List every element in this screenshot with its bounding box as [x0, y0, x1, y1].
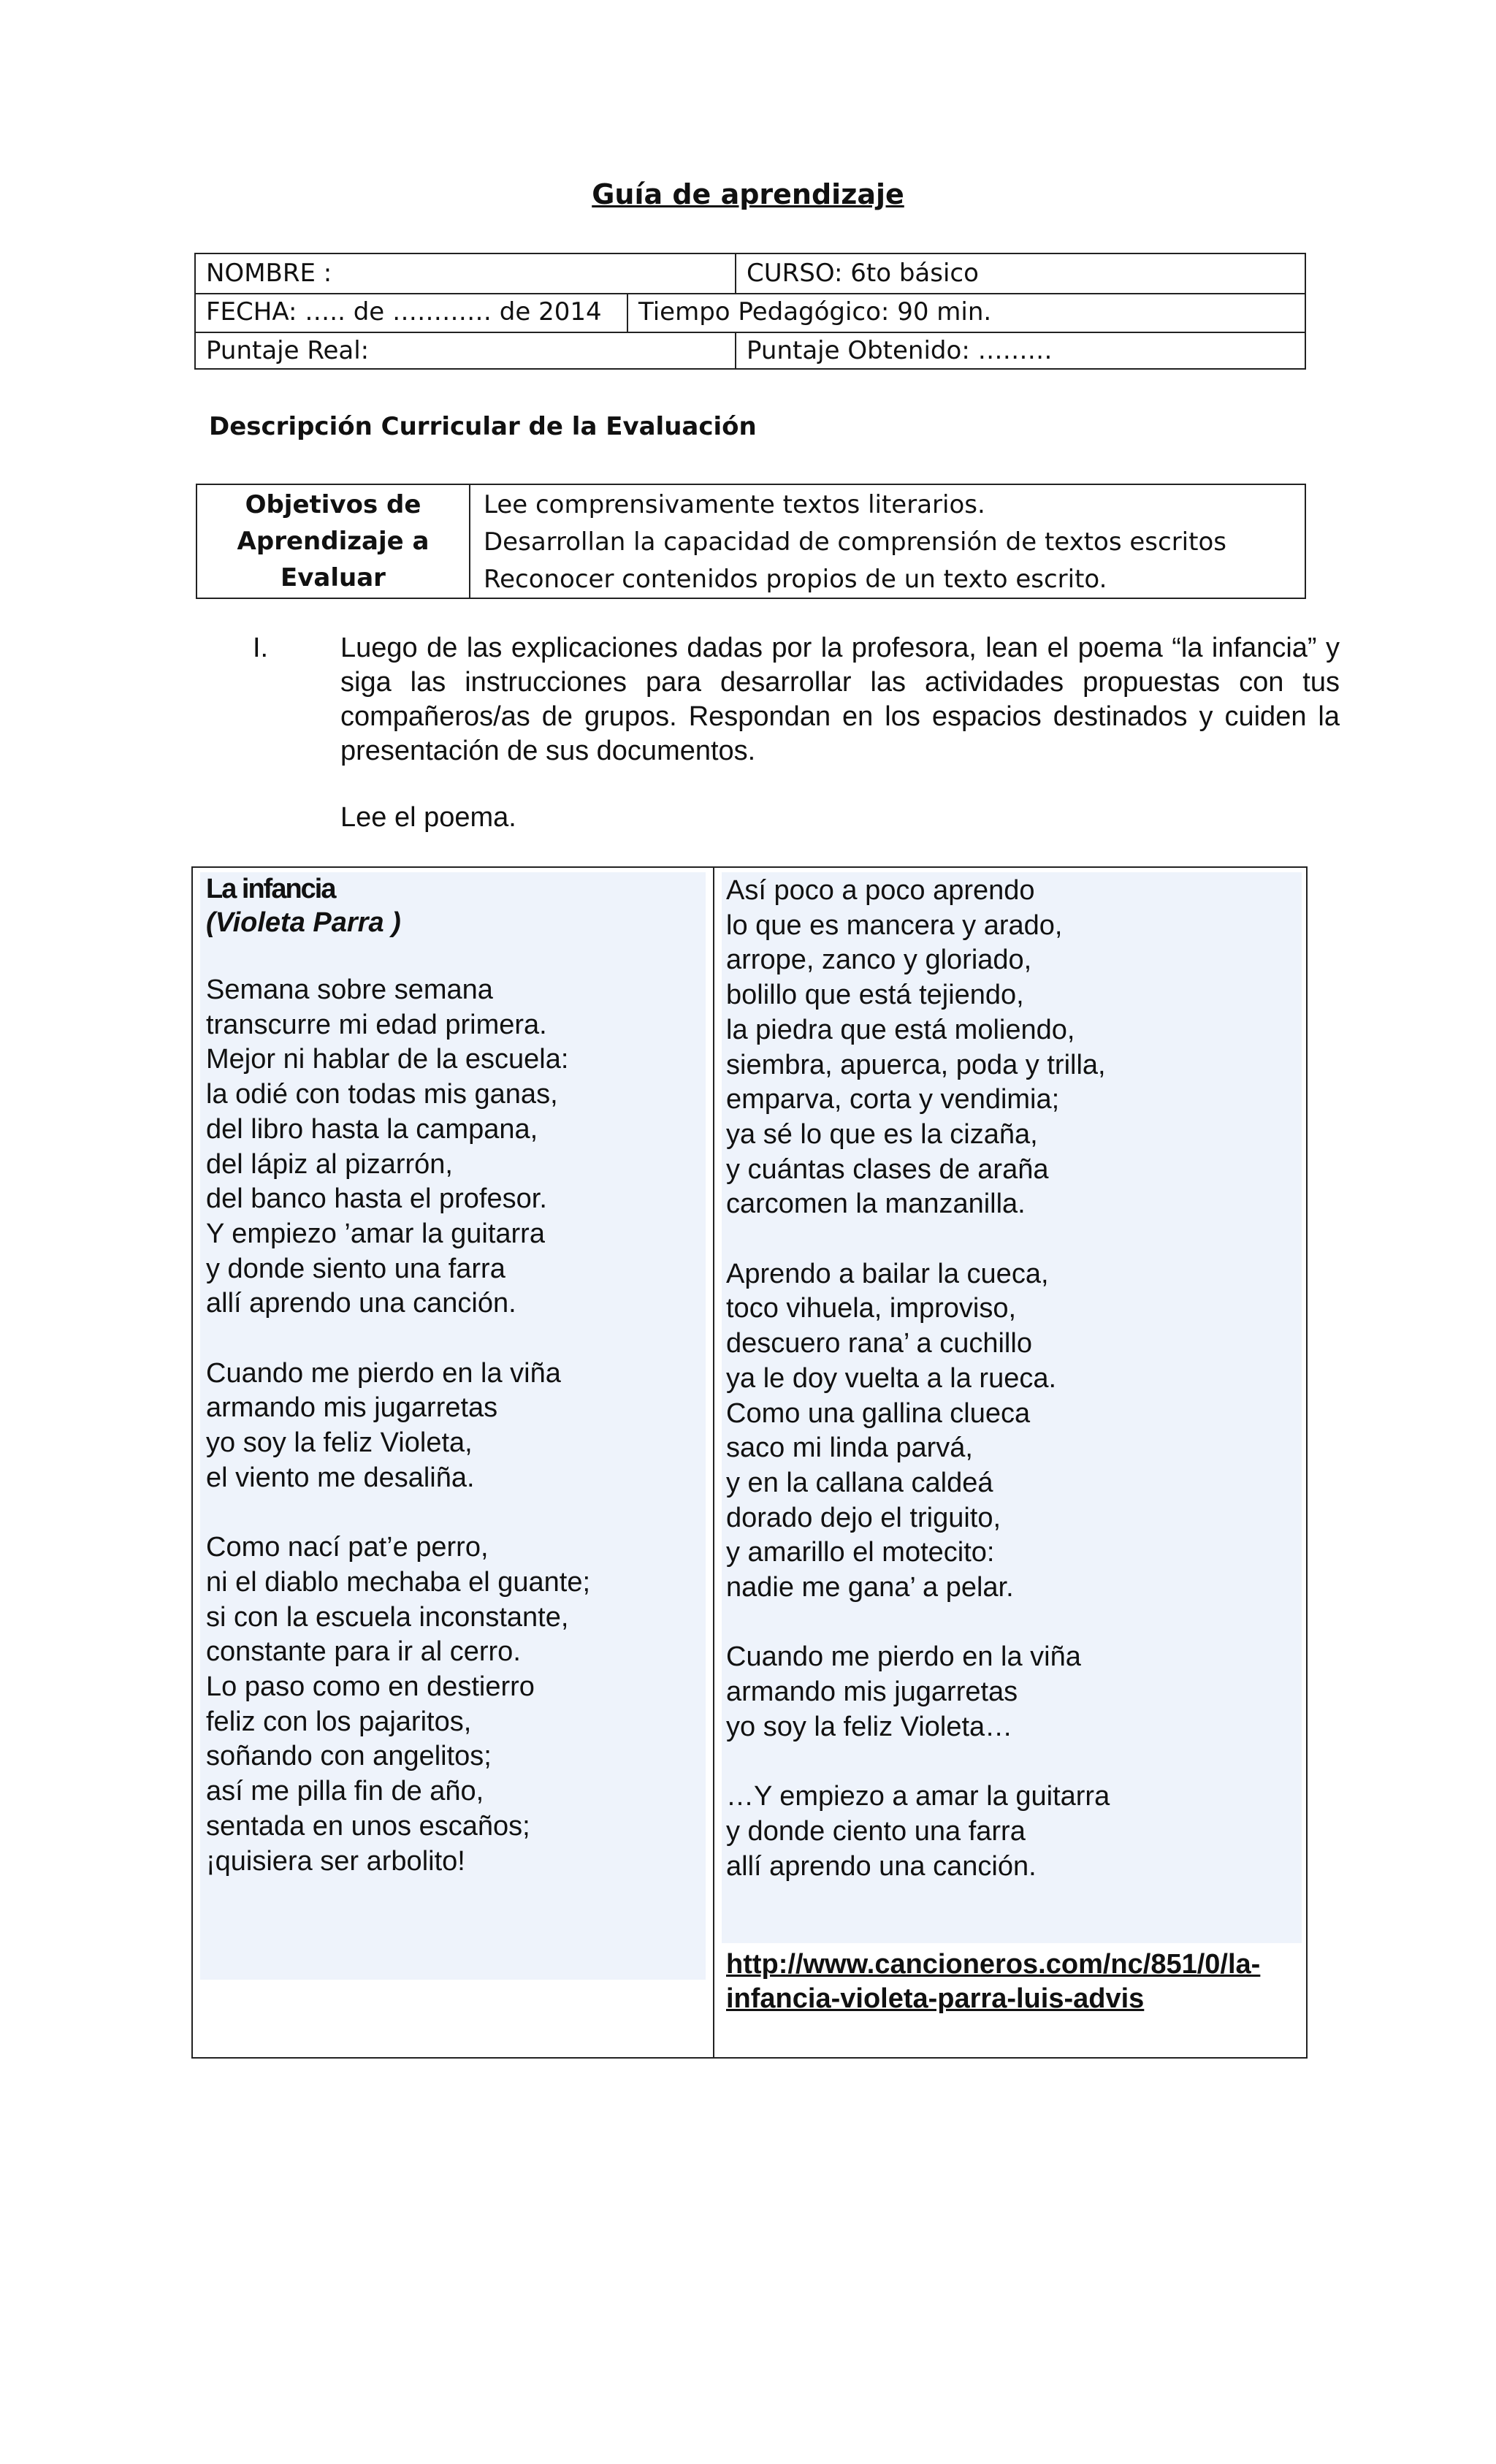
- tiempo-field: Tiempo Pedagógico: 90 min.: [627, 293, 1305, 332]
- curso-field: CURSO: 6to básico: [735, 254, 1305, 293]
- nombre-field: NOMBRE :: [206, 259, 332, 288]
- poem-column-divider: [713, 868, 714, 2057]
- poem-right-column: Así poco a poco aprendo lo que es mancera y arado, arrope, zanco y gloriado, bolillo que está tejiendo, la piedra que está moliendo, siembra, apuerca, poda y trilla, emparva, corta y vendimia; ya sé lo que es la cizaña, y cuántas clases de araña carcomen la manzanilla. Aprendo a bailar la cueca, toco vihuela, improviso, descuero rana’ a cuchillo ya le doy vuelta a la rueca. Como una gallina clueca saco mi linda parvá, y en la callana caldeá dorado dejo el triguito, y amarillo el motecito: nadie me gana’ a pelar. Cuando me pierdo en la viña armando mis jugarretas yo soy la feliz Violeta… …Y empiezo a amar la guitarra y donde ciento una farra allí aprendo una canción.: [726, 875, 1110, 1882]
- instruction-text: Luego de las explicaciones dadas por la profesora, lean el poema “la infancia” y siga las instrucciones para desarrollar las actividades propuestas con tus compañeros/as de grupos. Respondan en los espacios destinados y cuiden la presentación de sus documentos.: [340, 633, 1340, 766]
- objectives-label-line: Objetivos de: [245, 490, 421, 519]
- objectives-label-line: Aprendizaje a: [237, 527, 430, 556]
- source-link[interactable]: [726, 1948, 1260, 2016]
- poem-title: La infancia: [206, 874, 335, 904]
- poem-table: [191, 866, 1308, 2059]
- objectives-label: [197, 485, 470, 598]
- info-row-1: [196, 254, 1305, 294]
- objective-item: Lee comprensivamente textos literarios.: [484, 490, 985, 519]
- instruction-number: I.: [253, 633, 269, 663]
- fecha-field: FECHA: ….. de ………… de 2014: [206, 297, 602, 327]
- source-link-line[interactable]: http://www.cancioneros.com/nc/851/0/la-: [726, 1949, 1261, 1980]
- source-link-line[interactable]: infancia-violeta-parra-luis-advis: [726, 1983, 1145, 2014]
- page-title: Guía de aprendizaje: [592, 178, 904, 210]
- read-poem-instruction: Lee el poema.: [340, 802, 516, 833]
- info-row-3: [196, 332, 1305, 370]
- objective-item: Desarrollan la capacidad de comprensión de textos escritos: [484, 527, 1226, 557]
- objectives-list: [484, 487, 1226, 598]
- poem-author: (Violeta Parra ): [206, 907, 401, 938]
- info-row-2: [196, 293, 1305, 333]
- objectives-table: [196, 484, 1306, 599]
- objective-item: Reconocer contenidos propios de un texto escrito.: [484, 565, 1107, 594]
- poem-left-column: Semana sobre semana transcurre mi edad primera. Mejor ni hablar de la escuela: la odié con todas mis ganas, del libro hasta la campana, del lápiz al pizarrón, del banco hasta el profesor. Y empiezo ’amar la guitarra y donde siento una farra allí aprendo una canción. Cuando me pierdo en la viña armando mis jugarretas yo soy la feliz Violeta, el viento me desaliña. Como nací pat’e perro, ni el diablo mechaba el guante; si con la escuela inconstante, constante para ir al cerro. Lo paso como en destierro feliz con los pajaritos, soñando con angelitos; así me pilla fin de año, sentada en unos escaños; ¡quisiera ser arbolito!: [206, 974, 591, 1877]
- objectives-label-line: Evaluar: [280, 563, 386, 592]
- puntaje-obtenido-field: Puntaje Obtenido: ………: [735, 332, 1305, 370]
- puntaje-real-field: Puntaje Real:: [206, 336, 370, 365]
- student-info-table: [194, 253, 1306, 370]
- curricular-heading: Descripción Curricular de la Evaluación: [209, 412, 757, 441]
